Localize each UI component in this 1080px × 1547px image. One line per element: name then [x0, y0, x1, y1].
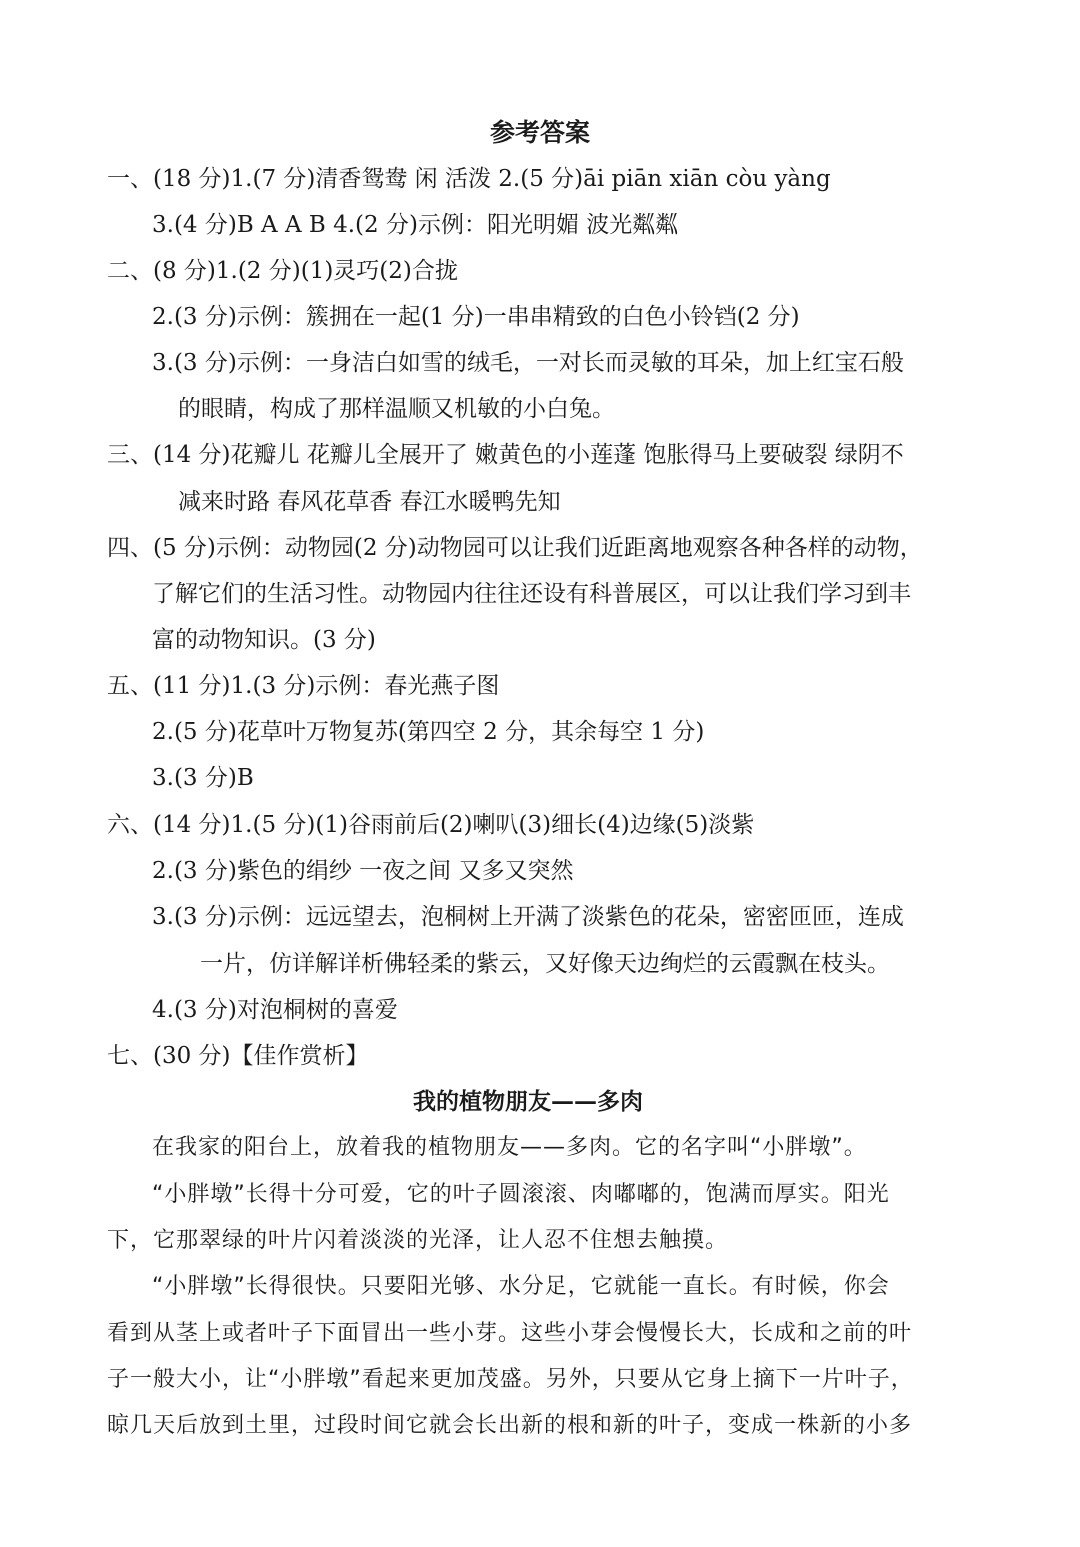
answer-line: 一、(18 分)1.(7 分)清香鸳鸯 闲 活泼 2.(5 分)āi piān xiān còu yàng: [107, 166, 831, 192]
page-title: 参考答案: [489, 118, 590, 147]
answer-line: 二、(8 分)1.(2 分)(1)灵巧(2)合拢: [107, 258, 458, 284]
essay-line: 在我家的阳台上，放着我的植物朋友——多肉。它的名字叫“小胖墩”。: [152, 1135, 867, 1160]
answer-line: 六、(14 分)1.(5 分)(1)谷雨前后(2)喇叭(3)细长(4)边缘(5)淡紫: [107, 812, 755, 838]
answer-line: 2.(5 分)花草叶万物复苏(第四空 2 分，其余每空 1 分): [152, 719, 705, 745]
essay-line: 子一般大小，让“小胖墩”看起来更加茂盛。另外，只要从它身上摘下一片叶子，: [107, 1367, 914, 1392]
essay-line: “小胖墩”长得十分可爱，它的叶子圆滚滚、肉嘟嘟的，饱满而厚实。阳光: [152, 1182, 890, 1207]
answer-line: 4.(3 分)对泡桐树的喜爱: [152, 997, 398, 1023]
answer-line: 减来时路 春风花草香 春江水暖鸭先知: [178, 489, 561, 515]
answer-line: 四、(5 分)示例：动物园(2 分)动物园可以让我们近距离地观察各种各样的动物，: [107, 535, 923, 561]
answer-line: 3.(3 分)示例：一身洁白如雪的绒毛，一对长而灵敏的耳朵，加上红宝石般: [152, 350, 904, 376]
essay-line: 晾几天后放到土里，过段时间它就会长出新的根和新的叶子，变成一株新的小多: [107, 1413, 913, 1438]
answer-line: 3.(4 分)B A A B 4.(2 分)示例：阳光明媚 波光粼粼: [152, 212, 679, 238]
essay-line: “小胖墩”长得很快。只要阳光够、水分足，它就能一直长。有时候，你会: [152, 1274, 890, 1299]
answer-line: 2.(3 分)紫色的绢纱 一夜之间 又多又突然: [152, 858, 574, 884]
answer-line: 的眼睛，构成了那样温顺又机敏的小白兔。: [178, 396, 615, 422]
essay-line: 下，它那翠绿的叶片闪着淡淡的光泽，让人忍不住想去触摸。: [107, 1228, 729, 1253]
answer-line: 五、(11 分)1.(3 分)示例：春光燕子图: [107, 673, 500, 699]
essay-line: 看到从茎上或者叶子下面冒出一些小芽。这些小芽会慢慢长大，长成和之前的叶: [107, 1321, 913, 1346]
answer-line: 一片，仿详解详析佛轻柔的紫云，又好像天边绚烂的云霞飘在枝头。: [200, 951, 890, 977]
answer-line: 3.(3 分)示例：远远望去，泡桐树上开满了淡紫色的花朵，密密匝匝，连成: [152, 904, 904, 930]
essay-title: 我的植物朋友——多肉: [413, 1088, 643, 1115]
answer-line: 3.(3 分)B: [152, 765, 254, 791]
answer-line: 三、(14 分)花瓣儿 花瓣儿全展开了 嫩黄色的小莲蓬 饱胀得马上要破裂 绿阴不: [107, 442, 904, 468]
answer-line: 2.(3 分)示例：簇拥在一起(1 分)一串串精致的白色小铃铛(2 分): [152, 304, 800, 330]
answer-line: 富的动物知识。(3 分): [152, 627, 376, 653]
answer-line: 了解它们的生活习性。动物园内往往还设有科普展区，可以让我们学习到丰: [152, 581, 911, 607]
answer-line: 七、(30 分)【佳作赏析】: [107, 1043, 369, 1069]
